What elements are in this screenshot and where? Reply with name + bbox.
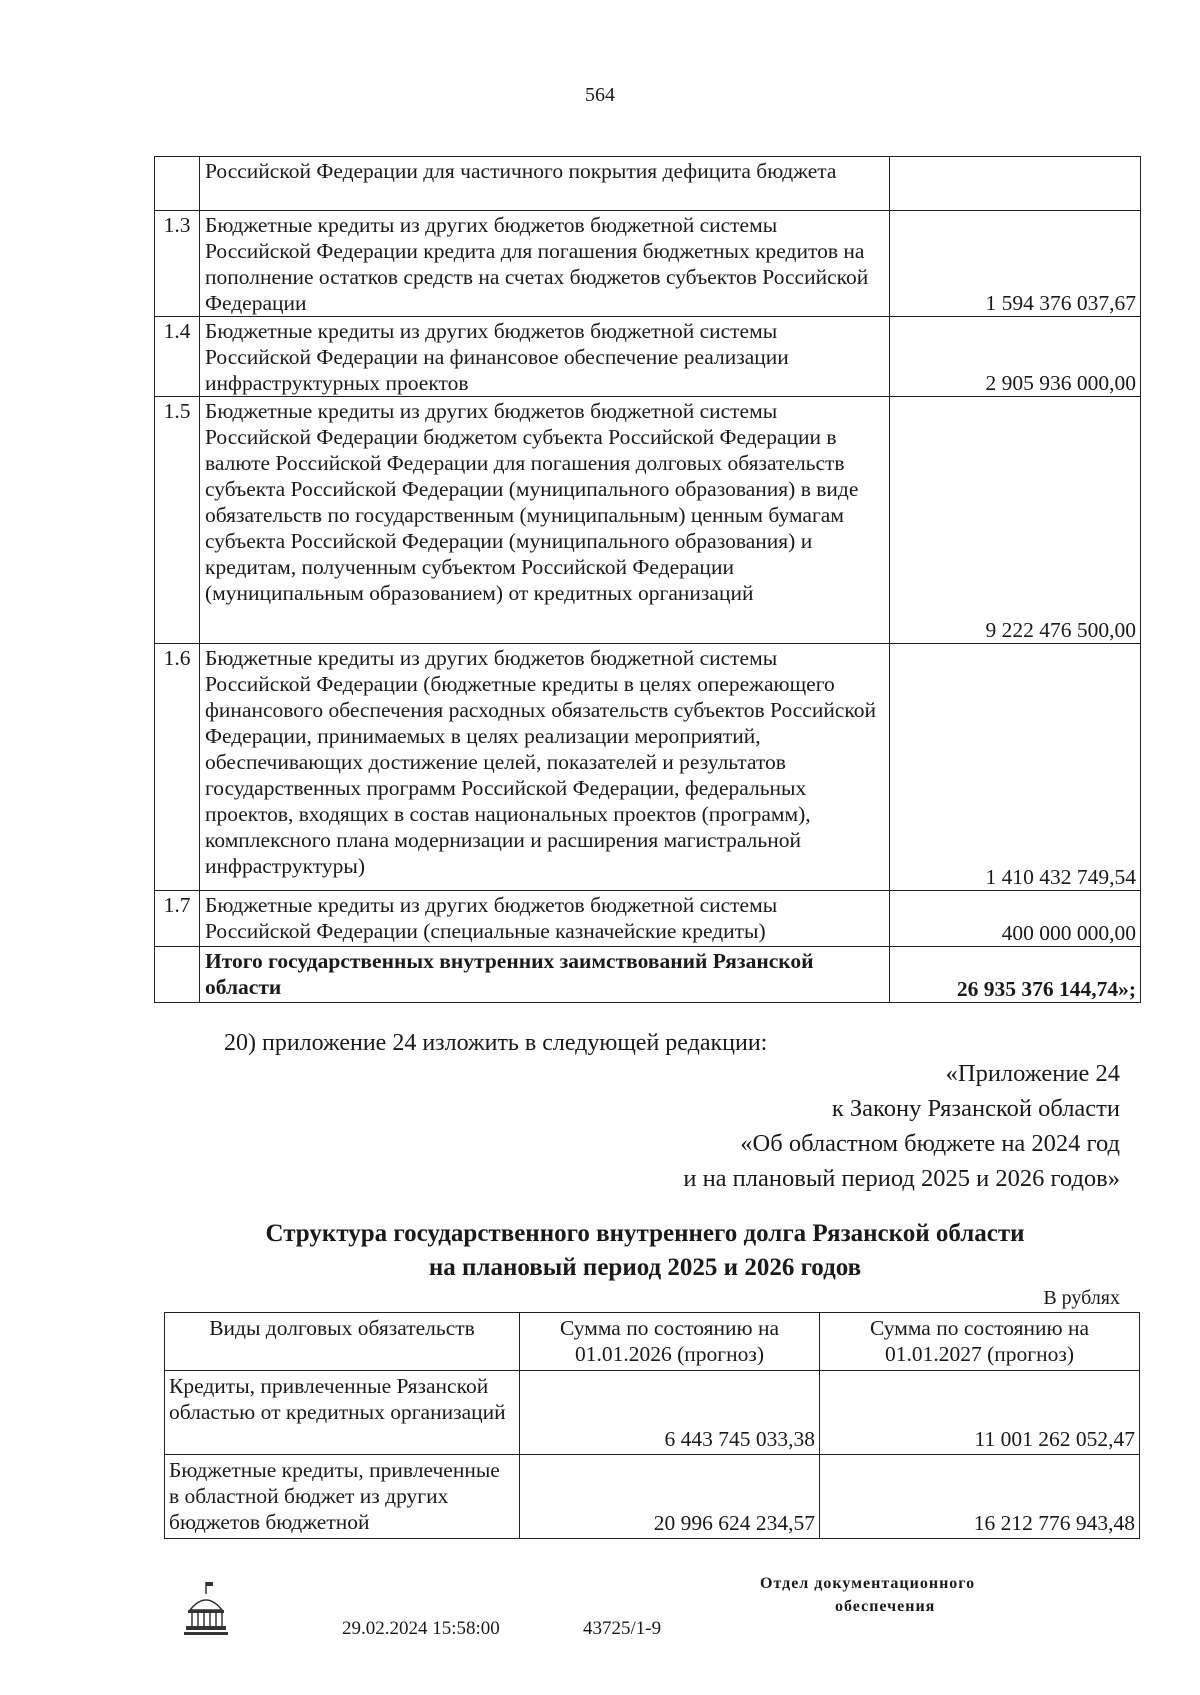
row-number (155, 947, 200, 1003)
row-amount: 400 000 000,00 (890, 891, 1141, 947)
debt-kind: Кредиты, привлеченные Рязанской областью от кредитных организаций (165, 1371, 520, 1455)
table-row (165, 1371, 1140, 1455)
document-subtitle: на плановый период 2025 и 2026 годов (428, 1254, 862, 1281)
table-row (155, 157, 1141, 211)
total-label: Итого государственных внутренних заимствований Рязанской области (200, 947, 890, 1003)
table-total-row (155, 947, 1141, 1003)
column-header: Сумма по состоянию на 01.01.2027 (прогноз) (820, 1313, 1140, 1371)
row-number: 1.4 (155, 317, 200, 397)
table-row (155, 644, 1141, 891)
attachment-heading-line: «Об областном бюджете на 2024 год (740, 1130, 1120, 1157)
row-number: 1.6 (155, 644, 200, 891)
amount-2026: 6 443 745 033,38 (520, 1371, 820, 1455)
row-number: 1.7 (155, 891, 200, 947)
table-row (155, 317, 1141, 397)
table-row (155, 397, 1141, 644)
footer-timestamp: 29.02.2024 15:58:00 (342, 1618, 500, 1639)
row-description: Бюджетные кредиты из других бюджетов бюджетной системы Российской Федерации (специальные казначейские кредиты) (200, 891, 890, 947)
units-label: В рублях (1043, 1287, 1120, 1309)
table-row (165, 1455, 1140, 1539)
table-header-row (165, 1313, 1140, 1371)
row-number: 1.5 (155, 397, 200, 644)
row-amount: 2 905 936 000,00 (890, 317, 1141, 397)
amount-2027: 11 001 262 052,47 (820, 1371, 1140, 1455)
amount-2026: 20 996 624 234,57 (520, 1455, 820, 1539)
amount-2027: 16 212 776 943,48 (820, 1455, 1140, 1539)
row-amount (890, 157, 1141, 211)
row-description: Бюджетные кредиты из других бюджетов бюджетной системы Российской Федерации на финансовое обеспечение реализации инфраструктурных проектов (200, 317, 890, 397)
table-row (155, 211, 1141, 317)
row-number: 1.3 (155, 211, 200, 317)
row-amount: 9 222 476 500,00 (890, 397, 1141, 644)
attachment-heading-line: к Закону Рязанской области (831, 1095, 1120, 1122)
row-description: Бюджетные кредиты из других бюджетов бюджетной системы Российской Федерации (бюджетные кредиты в целях опережающего финансового обеспечения расходных обязательств субъектов Российской Федерации, принимаемых в целях реализации мероприятий, обеспечивающих достижение целей, показателей и результатов государственных программ Российской Федерации, федеральных проектов, входящих в состав национальных проектов (программ), комплексного плана модернизации и расширения магистральной инфраструктуры) (200, 644, 890, 891)
attachment-heading-line: и на плановый период 2025 и 2026 годов» (683, 1165, 1120, 1192)
footer-registration-number: 43725/1-9 (583, 1618, 662, 1639)
debt-structure-table (164, 1312, 1140, 1539)
column-header: Сумма по состоянию на 01.01.2026 (прогноз) (520, 1313, 820, 1371)
table-row (155, 891, 1141, 947)
row-description: Бюджетные кредиты из других бюджетов бюджетной системы Российской Федерации кредита для погашения бюджетных кредитов на пополнение остатков средств на счетах бюджетов субъектов Российской Федерации (200, 211, 890, 317)
footer-department-stamp: Отдел документационного (760, 1575, 976, 1592)
footer-department-stamp: обеспечения (835, 1598, 936, 1615)
row-description: Бюджетные кредиты из других бюджетов бюджетной системы Российской Федерации бюджетом субъекта Российской Федерации в валюте Российской Федерации для погашения долговых обязательств субъекта Российской Федерации (муниципального образования) в виде обязательств по государственным (муниципальным) ценным бумагам субъекта Российской Федерации (муниципального образования) и кредитам, полученным субъектом Российской Федерации (муниципальным образованием) от кредитных организаций (200, 397, 890, 644)
row-amount: 1 410 432 749,54 (890, 644, 1141, 891)
column-header: Виды долговых обязательств (165, 1313, 520, 1371)
attachment-heading-line: «Приложение 24 (945, 1060, 1120, 1087)
amendment-instruction: 20) приложение 24 изложить в следующей редакции: (224, 1030, 768, 1056)
row-number (155, 157, 200, 211)
row-amount: 1 594 376 037,67 (890, 211, 1141, 317)
document-title: Структура государственного внутреннего долга Рязанской области (265, 1220, 1025, 1247)
debt-kind: Бюджетные кредиты, привлеченные в областной бюджет из других бюджетов бюджетной (165, 1455, 520, 1539)
total-amount: 26 935 376 144,74»; (890, 947, 1141, 1003)
borrowings-table (154, 156, 1141, 1003)
row-description: Российской Федерации для частичного покрытия дефицита бюджета (200, 157, 890, 211)
duma-building-logo-icon (182, 1580, 230, 1638)
page-number: 564 (585, 84, 615, 106)
